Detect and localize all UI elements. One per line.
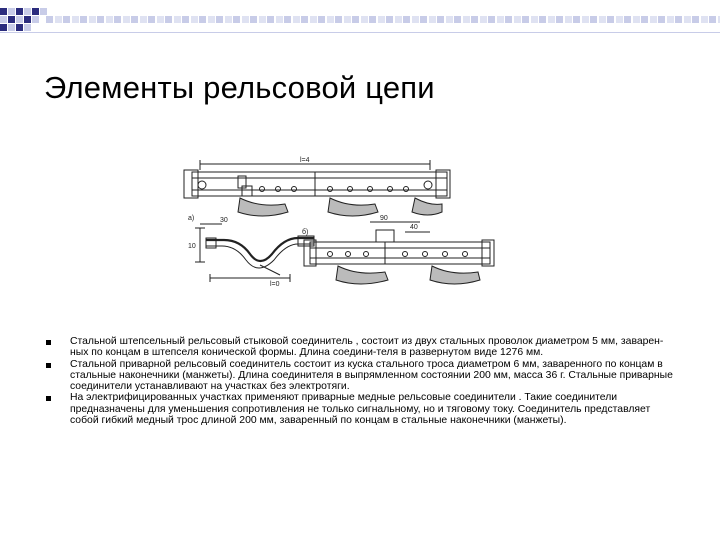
decor-square [633,16,640,23]
decor-square [403,16,410,23]
decor-square [352,16,359,23]
decor-square [267,16,274,23]
label-b: б) [302,229,309,236]
decor-square [471,16,478,23]
decor-square [24,24,31,31]
decor-square [582,16,589,23]
decor-square [225,16,232,23]
decor-square [386,16,393,23]
decor-square [55,16,62,23]
decor-square [233,16,240,23]
decor-square [463,16,470,23]
decor-square [8,24,15,31]
decor-square [0,24,7,31]
bullet-icon [46,363,51,368]
decor-square [293,16,300,23]
decor-square [148,16,155,23]
decor-square [599,16,606,23]
bullet-text: Стальной штепсельный рельсовый стыковой соединитель , состоит из двух стальных проволок диаметром 5 мм, заварен-ных по концам в штепселя конической формы. Длина соедини-теля в развернутом виде 1276 мм. [70,336,664,359]
decor-square [497,16,504,23]
decor-square [63,16,70,23]
decor-square [607,16,614,23]
decor-square [692,16,699,23]
decor-square [301,16,308,23]
decor-square [259,16,266,23]
bullet-item [46,336,676,359]
decor-square [429,16,436,23]
decor-square [590,16,597,23]
decor-square [16,16,23,23]
decor-square [165,16,172,23]
decor-square [539,16,546,23]
decor-square [216,16,223,23]
decor-square [395,16,402,23]
decor-square [616,16,623,23]
decor-square [242,16,249,23]
decor-square [327,16,334,23]
decor-square [46,16,53,23]
decor-square [199,16,206,23]
decor-square [709,16,716,23]
decor-square [522,16,529,23]
decor-square [378,16,385,23]
decor-square [454,16,461,23]
label-90: 90 [380,215,388,222]
bullet-icon [46,396,51,401]
bullet-list [46,336,676,426]
decor-square [40,8,47,15]
decor-square [556,16,563,23]
header-rule [0,32,720,33]
decor-square [276,16,283,23]
decor-square [420,16,427,23]
decor-square [701,16,708,23]
decor-square [310,16,317,23]
decor-square [16,8,23,15]
decor-square [174,16,181,23]
decor-square [667,16,674,23]
decor-square [0,16,7,23]
bullet-icon [46,340,51,345]
decor-square [191,16,198,23]
decor-square [684,16,691,23]
decor-square [32,16,39,23]
decor-square [16,24,23,31]
decor-square [97,16,104,23]
decor-square [369,16,376,23]
decor-square [89,16,96,23]
rail-top-outline [192,172,447,196]
decor-square [123,16,130,23]
decor-square [641,16,648,23]
decor-square [488,16,495,23]
label-a: а) [188,215,195,222]
decor-square [72,16,79,23]
decor-square [650,16,657,23]
decor-square [140,16,147,23]
decor-square [514,16,521,23]
bullet-text: На электрифицированных участках применяют приварные медные рельсовые соединители . Такие соединители предназначены для уменьшения сопротивления не только сигнальному, но и тяговому току. Соединитель представляет собой гибкий медный трос длиной 200 мм, заваренный по концам в стальные наконечники (манжеты). [70,392,651,427]
decor-square [250,16,257,23]
decor-square [624,16,631,23]
decor-square [361,16,368,23]
bullet-text: Стальной приварной рельсовый соединитель состоит из куска стального троса диаметром 6 мм, заваренного по концам в стальные наконечники (манжеты). Длина соединителя в выпрямленном состоянии 200 мм, масса 36 г. Стальные приварные соединители устанавливают на участках без электротяги. [70,358,673,393]
decor-square [505,16,512,23]
decor-square [8,8,15,15]
decorative-header-bar [0,8,720,32]
decor-square [182,16,189,23]
decor-square [675,16,682,23]
label-30: 30 [220,217,228,224]
label-length-top: l=4 [300,157,310,164]
decor-square [131,16,138,23]
decor-square [531,16,538,23]
decor-square [437,16,444,23]
technical-drawing [180,150,510,300]
decor-square [24,16,31,23]
decor-square [106,16,113,23]
decor-square [335,16,342,23]
decor-square [480,16,487,23]
decor-square [318,16,325,23]
label-40: 40 [410,224,418,231]
decor-square [658,16,665,23]
decor-square [344,16,351,23]
decor-square [32,8,39,15]
decor-square [0,8,7,15]
decor-square [80,16,87,23]
label-10: 10 [188,243,196,250]
decor-square [8,16,15,23]
rail-connector-drawing [180,150,510,300]
decor-square [565,16,572,23]
decor-square [157,16,164,23]
decor-square [548,16,555,23]
slide-title: Элементы рельсовой цепи [44,70,435,105]
bullet-item [46,359,676,393]
decor-square [284,16,291,23]
decor-square [573,16,580,23]
decor-square [208,16,215,23]
decor-square [24,8,31,15]
label-length-bottom: l=0 [270,281,280,288]
decor-square [446,16,453,23]
decor-square [412,16,419,23]
decor-square [114,16,121,23]
bullet-item [46,392,676,426]
